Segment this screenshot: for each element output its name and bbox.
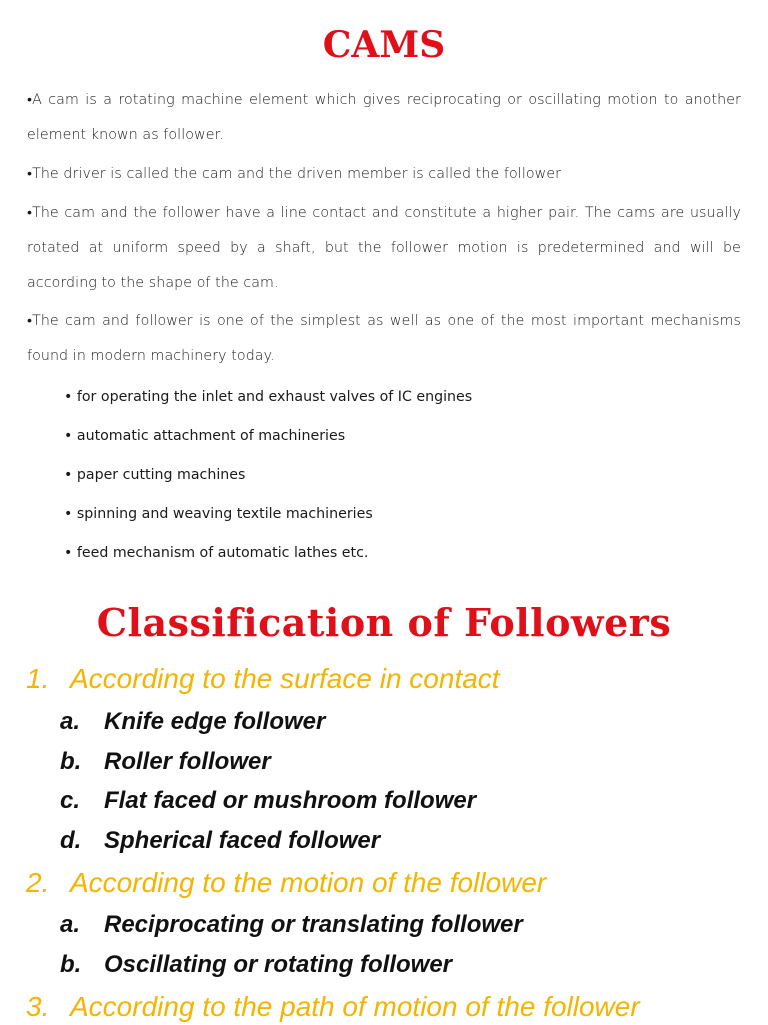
paragraph-driver-driven: •The driver is called the cam and the driven member is called the follower xyxy=(27,166,562,182)
category-heading-path xyxy=(26,989,640,1025)
paragraph-importance: •The cam and follower is one of the simplest as well as one of the most important mechanisms found in modern machinery today. xyxy=(27,313,741,364)
classification-heading: Classification of Followers xyxy=(96,600,672,645)
page-title: CAMS xyxy=(322,24,446,66)
uses-list-item: • automatic attachment of machineries xyxy=(64,428,346,444)
category-label: According to the surface in contact xyxy=(70,663,500,694)
item-text: Roller follower xyxy=(104,747,271,775)
motion-follower-list xyxy=(60,905,523,984)
item-letter: b. xyxy=(60,950,82,978)
uses-list-item: • feed mechanism of automatic lathes etc. xyxy=(64,545,369,561)
follower-list-item xyxy=(60,945,523,985)
uses-list-item: • for operating the inlet and exhaust valves of IC engines xyxy=(64,389,473,405)
category-number: 3. xyxy=(26,991,50,1022)
category-number: 2. xyxy=(26,867,50,898)
category-number: 1. xyxy=(26,663,50,694)
follower-list-item xyxy=(60,905,523,945)
item-letter: a. xyxy=(60,911,81,938)
item-text: Knife edge follower xyxy=(104,708,326,735)
follower-list-item xyxy=(60,702,476,742)
follower-list-item xyxy=(60,821,476,861)
uses-list xyxy=(64,378,472,573)
paragraph-line-contact: •The cam and the follower have a line contact and constitute a higher pair. The cams are usually rotated at uniform speed by a shaft, but the follower motion is predetermined and will be according to the shape of the cam. xyxy=(27,205,741,291)
item-text: Flat faced or mushroom follower xyxy=(104,787,477,814)
item-text: Oscillating or rotating follower xyxy=(104,950,453,978)
item-letter: c. xyxy=(60,787,81,814)
item-text: Spherical faced follower xyxy=(104,826,381,854)
category-label: According to the path of motion of the follower xyxy=(70,991,640,1022)
item-text: Reciprocating or translating follower xyxy=(104,911,523,938)
category-heading-motion xyxy=(26,865,546,901)
surface-follower-list xyxy=(60,702,476,860)
category-label: According to the motion of the follower xyxy=(70,867,547,898)
item-letter: d. xyxy=(60,826,82,854)
uses-list-item: • paper cutting machines xyxy=(64,467,246,483)
follower-list-item xyxy=(60,742,476,782)
paragraph-cam-definition: •A cam is a rotating machine element which gives reciprocating or oscillating motion to another element known as follower. xyxy=(27,92,741,143)
follower-list-item xyxy=(60,781,476,821)
category-heading-surface xyxy=(26,661,500,697)
uses-list-item: • spinning and weaving textile machineries xyxy=(64,506,373,522)
item-letter: a. xyxy=(60,708,81,735)
item-letter: b. xyxy=(60,747,82,775)
